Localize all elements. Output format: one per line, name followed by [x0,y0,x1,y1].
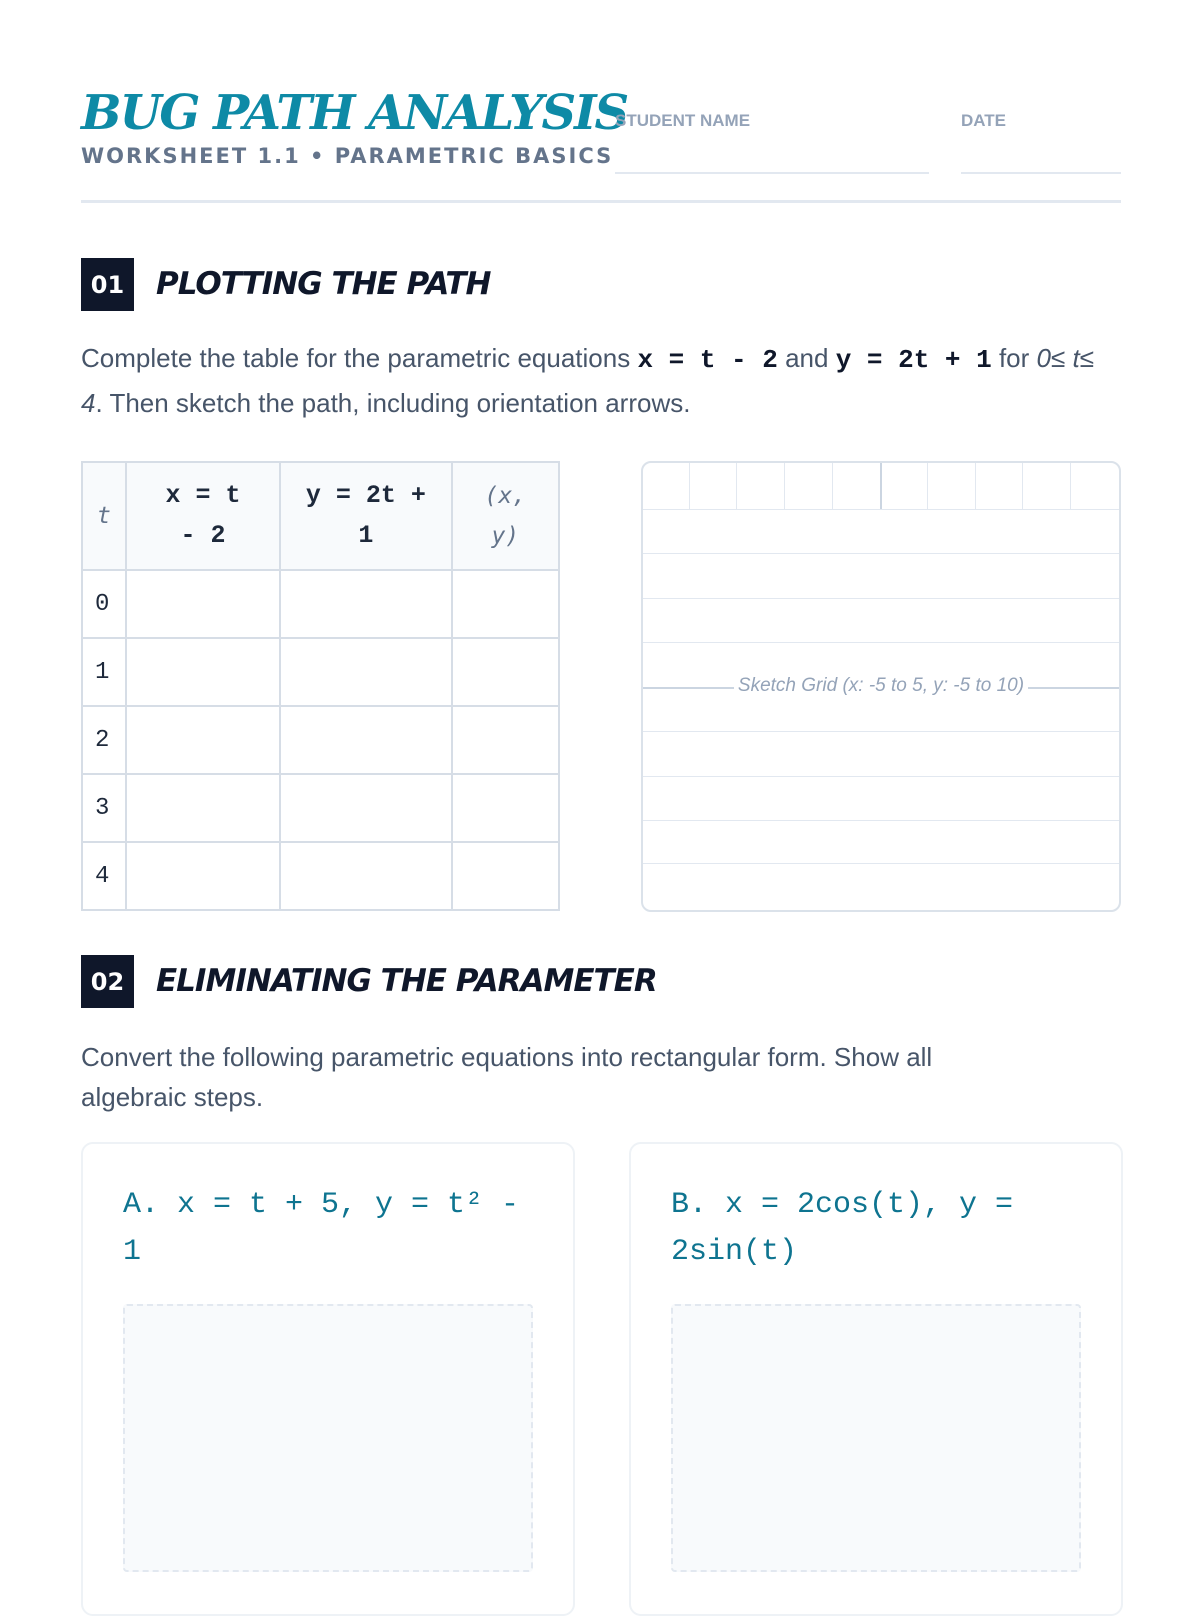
worksheet-page [81,0,1121,1600]
grid-line [927,463,928,509]
date-field[interactable] [961,172,1121,174]
column-header-y-text: y = 2t + 1 [305,481,426,550]
y-answer-cell[interactable] [280,706,452,774]
x-answer-cell[interactable] [126,706,280,774]
parameter-range: 0≤ t≤ 4 [81,343,1094,418]
grid-line [643,731,1119,732]
point-answer-cell[interactable] [452,570,559,638]
y-answer-cell[interactable] [280,638,452,706]
point-answer-cell[interactable] [452,842,559,910]
instruction-text: . Then sketch the path, including orientation arrows. [95,388,691,418]
t-value: 1 [82,638,126,706]
table-row [82,570,559,638]
instruction-text: for [991,343,1037,373]
column-header-xy [452,462,559,570]
section-instructions [81,337,1121,425]
problem-card-b [629,1142,1123,1616]
column-header-xy-text: (x, y) [484,483,527,549]
grid-line [643,553,1119,554]
table-row [82,706,559,774]
column-header-x [126,462,280,570]
grid-line [832,463,833,509]
t-value: 2 [82,706,126,774]
grid-caption-text: Sketch Grid (x: -5 to 5, y: -5 to 10) [734,675,1028,696]
date-label: DATE [961,111,1007,130]
x-answer-cell[interactable] [126,774,280,842]
y-answer-cell[interactable] [280,774,452,842]
grid-line [689,463,690,509]
problem-card-a [81,1142,575,1616]
problem-equation: B. x = 2cos(t), y = 2sin(t) [671,1188,1014,1269]
point-answer-cell[interactable] [452,774,559,842]
grid-line [1022,463,1023,509]
section-title: ELIMINATING THE PARAMETER [156,963,657,999]
worksheet-subtitle: WORKSHEET 1.1 • PARAMETRIC BASICS [81,144,614,168]
student-name-field[interactable] [615,172,929,174]
grid-line [643,598,1119,599]
grid-line [643,863,1119,864]
student-name-label: STUDENT NAME [615,111,751,130]
x-answer-cell[interactable] [126,570,280,638]
grid-line [1070,463,1071,509]
x-answer-cell[interactable] [126,638,280,706]
point-answer-cell[interactable] [452,706,559,774]
column-header-x-text: x = t - 2 [165,481,241,550]
table-row [82,774,559,842]
y-axis [880,463,882,509]
t-value: 0 [82,570,126,638]
x-answer-cell[interactable] [126,842,280,910]
grid-line [643,509,1119,510]
grid-line [736,463,737,509]
header-divider [81,200,1121,203]
table-row [82,638,559,706]
instruction-text: and [777,343,836,373]
y-answer-cell[interactable] [280,570,452,638]
section-number-badge: 02 [81,955,134,1008]
section-title: PLOTTING THE PATH [156,266,491,302]
grid-line [784,463,785,509]
grid-line [975,463,976,509]
t-value: 4 [82,842,126,910]
section-number-badge: 01 [81,258,134,311]
point-answer-cell[interactable] [452,638,559,706]
grid-line [643,642,1119,643]
equation-x: x = t - 2 [637,345,778,375]
grid-caption [643,675,1119,697]
equation-y: y = 2t + 1 [835,345,992,375]
table-row [82,842,559,910]
answer-area[interactable] [123,1304,533,1572]
section-instructions: Convert the following parametric equations into rectangular form. Show all algebraic steps. [81,1042,933,1112]
grid-line [643,820,1119,821]
problem-equation: A. x = t + 5, y = t² - 1 [123,1188,520,1269]
table-header-row [82,462,559,570]
worksheet-title: BUG PATH ANALYSIS [81,85,628,141]
grid-line [643,776,1119,777]
y-answer-cell[interactable] [280,842,452,910]
column-header-t: t [82,462,126,570]
column-header-y [280,462,452,570]
sketch-grid[interactable] [641,461,1121,912]
answer-area[interactable] [671,1304,1081,1572]
values-table [81,461,560,911]
instruction-text: Complete the table for the parametric equations [81,343,638,373]
t-value: 3 [82,774,126,842]
